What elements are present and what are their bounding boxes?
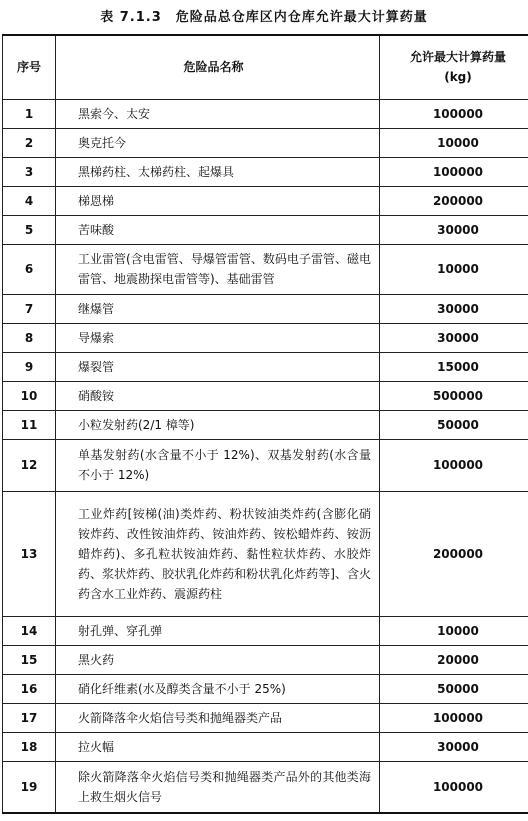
table-row <box>3 616 528 645</box>
row-qty: 10000 <box>380 244 528 294</box>
table-row <box>3 732 528 761</box>
row-no: 1 <box>3 99 56 128</box>
row-qty: 20000 <box>380 645 528 674</box>
table-row <box>3 215 528 244</box>
table-row <box>3 674 528 703</box>
header-qty-line1: 允许最大计算药量 <box>409 50 506 65</box>
row-no: 13 <box>3 491 56 616</box>
table-row <box>3 157 528 186</box>
row-qty: 30000 <box>380 215 528 244</box>
table-row <box>3 294 528 323</box>
row-name: 除火箭降落伞火焰信号类和抛绳器类产品外的其他类海上救生烟火信号 <box>56 761 380 813</box>
row-qty: 100000 <box>380 703 528 732</box>
row-name: 火箭降落伞火焰信号类和抛绳器类产品 <box>56 703 380 732</box>
row-name: 黑梯药柱、太梯药柱、起爆具 <box>56 157 380 186</box>
row-qty: 50000 <box>380 674 528 703</box>
dangerous-goods-table <box>2 34 528 814</box>
row-qty: 50000 <box>380 410 528 439</box>
row-name: 工业炸药[铵梯(油)类炸药、粉状铵油类炸药(含膨化硝铵炸药、改性铵油炸药、铵油炸药、铵松蜡炸药、铵沥蜡炸药)、多孔粒状铵油炸药、黏性粒状炸药、水胶炸药、浆状炸药、胶状乳化炸药和粉状乳化炸药等]、含火药含水工业炸药、震源药柱 <box>56 491 380 616</box>
row-qty: 100000 <box>380 157 528 186</box>
table-row <box>3 323 528 352</box>
row-no: 7 <box>3 294 56 323</box>
row-qty: 500000 <box>380 381 528 410</box>
row-no: 6 <box>3 244 56 294</box>
row-name: 苦味酸 <box>56 215 380 244</box>
row-name: 梯恩梯 <box>56 186 380 215</box>
table-row <box>3 645 528 674</box>
row-name: 工业雷管(含电雷管、导爆管雷管、数码电子雷管、磁电雷管、地震勘探电雷管等)、基础雷管 <box>56 244 380 294</box>
row-name: 硝酸铵 <box>56 381 380 410</box>
row-no: 16 <box>3 674 56 703</box>
row-no: 18 <box>3 732 56 761</box>
table-row <box>3 99 528 128</box>
row-qty: 100000 <box>380 99 528 128</box>
row-no: 11 <box>3 410 56 439</box>
row-name: 爆裂管 <box>56 352 380 381</box>
table-row <box>3 244 528 294</box>
table-header-row <box>3 35 528 99</box>
row-no: 9 <box>3 352 56 381</box>
row-qty: 100000 <box>380 761 528 813</box>
row-name: 小粒发射药(2/1 樟等) <box>56 410 380 439</box>
header-qty-unit: (kg) <box>444 70 472 85</box>
row-qty: 10000 <box>380 616 528 645</box>
table-row <box>3 128 528 157</box>
row-no: 3 <box>3 157 56 186</box>
row-name: 拉火幅 <box>56 732 380 761</box>
row-qty: 10000 <box>380 128 528 157</box>
row-no: 12 <box>3 439 56 491</box>
table-row <box>3 186 528 215</box>
row-qty: 30000 <box>380 294 528 323</box>
row-name: 黑火药 <box>56 645 380 674</box>
row-qty: 30000 <box>380 732 528 761</box>
row-no: 8 <box>3 323 56 352</box>
table-row <box>3 381 528 410</box>
table-row <box>3 761 528 813</box>
row-name: 射孔弹、穿孔弹 <box>56 616 380 645</box>
row-qty: 100000 <box>380 439 528 491</box>
row-no: 15 <box>3 645 56 674</box>
row-qty: 200000 <box>380 491 528 616</box>
table-row <box>3 410 528 439</box>
row-no: 14 <box>3 616 56 645</box>
row-qty: 30000 <box>380 323 528 352</box>
row-no: 2 <box>3 128 56 157</box>
row-no: 4 <box>3 186 56 215</box>
row-name: 导爆索 <box>56 323 380 352</box>
header-name: 危险品名称 <box>56 35 380 99</box>
table-row <box>3 491 528 616</box>
row-name: 黑索今、太安 <box>56 99 380 128</box>
row-qty: 200000 <box>380 186 528 215</box>
row-qty: 15000 <box>380 352 528 381</box>
row-name: 继爆管 <box>56 294 380 323</box>
row-no: 17 <box>3 703 56 732</box>
header-no: 序号 <box>3 35 56 99</box>
table-row <box>3 439 528 491</box>
row-no: 5 <box>3 215 56 244</box>
table-row <box>3 352 528 381</box>
header-qty <box>380 35 528 99</box>
row-no: 10 <box>3 381 56 410</box>
row-name: 单基发射药(水含量不小于 12%)、双基发射药(水含量不小于 12%) <box>56 439 380 491</box>
row-no: 19 <box>3 761 56 813</box>
table-row <box>3 703 528 732</box>
table-title: 表 7.1.3 危险品总仓库区内仓库允许最大计算药量 <box>100 10 428 25</box>
row-name: 奥克托今 <box>56 128 380 157</box>
row-name: 硝化纤维素(水及醇类含量不小于 25%) <box>56 674 380 703</box>
